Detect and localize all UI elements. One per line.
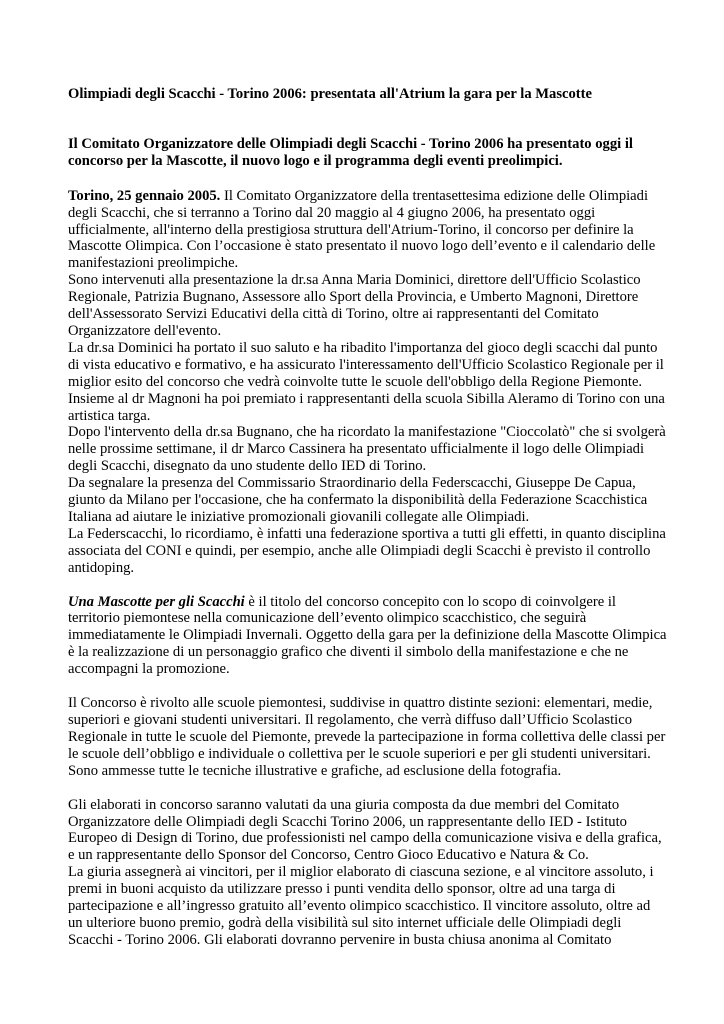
paragraph-federscacchi: Da segnalare la presenza del Commissario Straordinario della Federscacchi, Giuseppe De Capua, giunto da Milano per l'occasione, che ha confermato la disponibilità della Federazione Scacchistica Italiana ad aiutare le iniziative promozionali giovanili collegate alle Olimpiadi. xyxy=(68,475,648,525)
document-page xyxy=(68,86,668,949)
mascotte-contest-name: Una Mascotte per gli Scacchi xyxy=(68,593,245,610)
giuria-paragraph: Gli elaborati in concorso saranno valutati da una giuria composta da due membri del Comitato Organizzatore delle Olimpiadi degli Scacchi Torino 2006, un rappresentante dello IED - Istituto Europeo di Design di Torino, due professionisti nel campo della comunicazione visiva e della grafica, e un rappresentante dello Sponsor del Concorso, Centro Gioco Educativo e Natura & Co. xyxy=(68,796,662,864)
paragraph-bugnano: Dopo l'intervento della dr.sa Bugnano, che ha ricordato la manifestazione "Cioccolatò" che si svolgerà nelle prossime settimane, il dr Marco Cassinera ha presentato ufficialmente il logo delle Olimpiadi degli Scacchi, disegnato da uno studente dello IED di Torino. xyxy=(68,424,666,475)
document-subtitle: Il Comitato Organizzatore delle Olimpiadi degli Scacchi - Torino 2006 ha presentato oggi il concorso per la Mascotte, il nuovo logo e il programma degli eventi preolimpici. xyxy=(68,135,633,169)
paragraph-interventi: Sono intervenuti alla presentazione la dr.sa Anna Maria Dominici, direttore dell'Ufficio Scolastico Regionale, Patrizia Bugnano, Assessore allo Sport della Provincia, e Umberto Magnoni, Direttore dell'Assessorato Servizi Educativi della città di Torino, oltre ai rappresentanti del Comitato Organizzatore dell'evento. xyxy=(68,272,641,339)
document-title: Olimpiadi degli Scacchi - Torino 2006: presentata all'Atrium la gara per la Mascotte xyxy=(68,86,592,102)
intro-paragraph xyxy=(68,188,668,273)
dateline: Torino, 25 gennaio 2005. xyxy=(68,187,221,204)
intro-text: Il Comitato Organizzatore della trentasettesima edizione delle Olimpiadi degli Scacchi, che si terranno a Torino dal 20 maggio al 4 giugno 2006, ha presentato oggi ufficialmente, all'interno della prestigiosa struttura dell'Atrium-Torino, il concorso per definire la Mascotte Olimpica. Con l’occasione è stato presentato il nuovo logo dell’evento e il calendario delle manifestazioni preolimpiche. xyxy=(68,187,656,272)
concorso-paragraph: Il Concorso è rivolto alle scuole piemontesi, suddivise in quattro distinte sezioni: elementari, medie, superiori e giovani studenti universitari. Il regolamento, che verrà diffuso dall’Ufficio Scolastico Regionale in tutte le scuole del Piemonte, prevede la partecipazione in forma collettiva delle classi per le scuole dell’obbligo e individuale o collettiva per le scuole superiori e per gli studenti universitari. Sono ammesse tutte le tecniche illustrative e grafiche, ad esclusione della fotografia. xyxy=(68,695,666,779)
paragraph-coni: La Federscacchi, lo ricordiamo, è infatti una federazione sportiva a tutti gli effetti, in quanto disciplina associata del CONI e quindi, per esempio, anche alle Olimpiadi degli Scacchi è previsto il controllo antidoping. xyxy=(68,525,666,576)
mascotte-paragraph xyxy=(68,594,668,679)
premi-paragraph: La giuria assegnerà ai vincitori, per il miglior elaborato di ciascuna sezione, e al vincitore assoluto, i premi in buoni acquisto da utilizzare presso i punti vendita dello sponsor, oltre ad una targa di partecipazione e all’ingresso gratuito all’evento olimpico scacchistico. Il vincitore assoluto, oltre ad un ulteriore buono premio, godrà della visibilità sul sito internet ufficiale delle Olimpiadi degli Scacchi - Torino 2006. Gli elaborati dovranno pervenire in busta chiusa anonima al Comitato xyxy=(68,864,654,948)
mascotte-text: è il titolo del concorso concepito con lo scopo di coinvolgere il territorio piemontese nella comunicazione dell’evento olimpico scacchistico, che seguirà immediatamente le Olimpiadi Invernali. Oggetto della gara per la definizione della Mascotte Olimpica è la realizzazione di un personaggio grafico che diventi il simbolo della manifestazione e che ne accompagni la promozione. xyxy=(68,593,667,678)
paragraph-dominici: La dr.sa Dominici ha portato il suo saluto e ha ribadito l'importanza del gioco degli scacchi dal punto di vista educativo e formativo, e ha assicurato l'interessamento dell'Ufficio Scolastico Regionale per il miglior esito del concorso che vedrà coinvolte tutte le scuole dell'obbligo della Regione Piemonte. Insieme al dr Magnoni ha poi premiato i rappresentanti della scuola Sibilla Aleramo di Torino con una artistica targa. xyxy=(68,339,665,424)
